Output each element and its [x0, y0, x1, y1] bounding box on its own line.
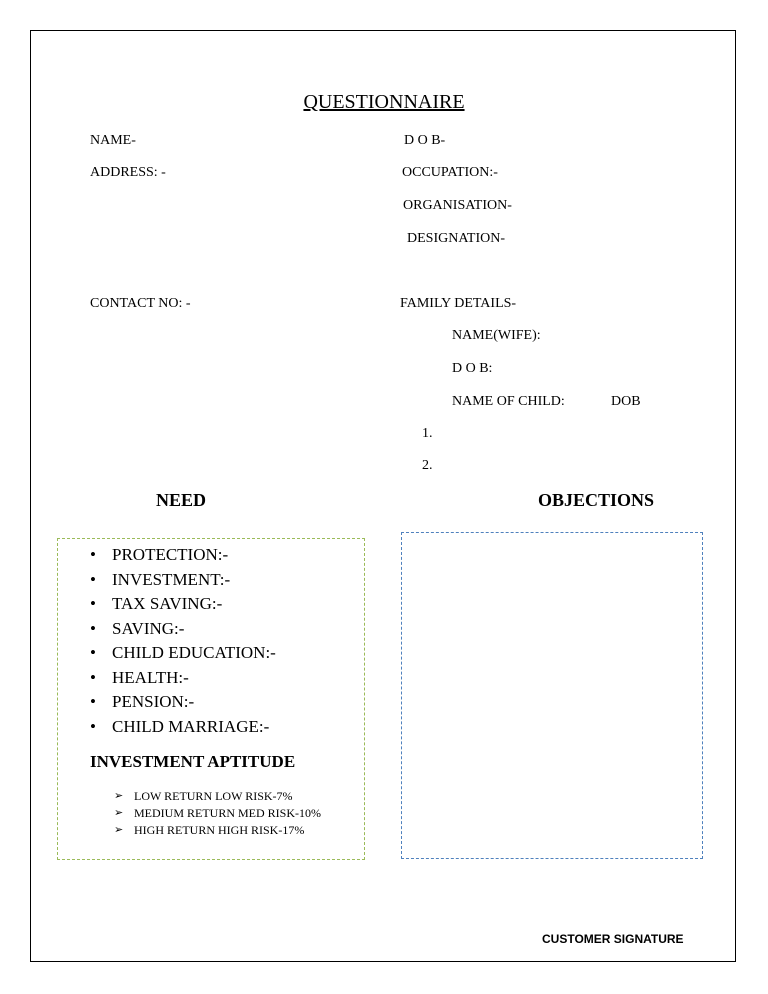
need-item-label: SAVING:-: [112, 618, 185, 638]
organisation-field-label: ORGANISATION-: [403, 198, 512, 213]
need-item-label: INVESTMENT:-: [112, 569, 231, 589]
occupation-field-label: OCCUPATION:-: [402, 165, 498, 180]
investment-options-list: [114, 788, 321, 839]
arrow-bullet-icon: ➢: [114, 790, 124, 802]
list-item: [114, 788, 321, 805]
need-item-label: HEALTH:-: [112, 667, 189, 687]
list-item: [90, 619, 276, 644]
child-dob-label: DOB: [611, 394, 641, 409]
wife-name-label: NAME(WIFE):: [452, 328, 541, 343]
child-row-number: 2.: [422, 458, 433, 473]
list-item: [114, 822, 321, 839]
bullet-icon: •: [90, 643, 96, 662]
need-item-label: PROTECTION:-: [112, 545, 229, 564]
bullet-icon: •: [90, 618, 96, 638]
investment-option-label: MEDIUM RETURN MED RISK-10%: [134, 806, 321, 820]
name-field-label: NAME-: [90, 133, 136, 148]
need-item-label: CHILD MARRIAGE:-: [112, 716, 270, 736]
customer-signature-label: CUSTOMER SIGNATURE: [542, 932, 684, 946]
address-field-label: ADDRESS: -: [90, 165, 166, 180]
list-item: [90, 545, 276, 570]
objections-heading: OBJECTIONS: [538, 490, 655, 510]
family-details-heading: FAMILY DETAILS-: [400, 296, 517, 311]
dob-field-label: D O B-: [404, 133, 446, 148]
list-item: [90, 717, 276, 742]
investment-option-label: LOW RETURN LOW RISK-7%: [134, 789, 293, 803]
bullet-icon: •: [90, 716, 96, 736]
arrow-bullet-icon: ➢: [114, 824, 124, 836]
bullet-icon: •: [90, 594, 96, 613]
wife-dob-label: D O B:: [452, 361, 493, 376]
list-item: [90, 594, 276, 619]
bullet-icon: •: [90, 692, 96, 711]
page-title: QUESTIONNAIRE: [303, 91, 465, 113]
list-item: [114, 805, 321, 822]
contact-field-label: CONTACT NO: -: [90, 296, 191, 311]
investment-aptitude-heading: INVESTMENT APTITUDE: [90, 752, 296, 771]
designation-field-label: DESIGNATION-: [407, 231, 505, 246]
need-item-label: CHILD EDUCATION:-: [112, 643, 276, 662]
need-list: [90, 545, 276, 741]
bullet-icon: •: [90, 667, 96, 687]
objections-box: [401, 532, 703, 859]
list-item: [90, 692, 276, 717]
investment-option-label: HIGH RETURN HIGH RISK-17%: [134, 823, 305, 837]
need-heading: NEED: [156, 490, 207, 510]
list-item: [90, 570, 276, 595]
need-item-label: TAX SAVING:-: [112, 594, 223, 613]
arrow-bullet-icon: ➢: [114, 807, 124, 819]
list-item: [90, 668, 276, 693]
child-row-number: 1.: [422, 426, 433, 441]
bullet-icon: •: [90, 569, 96, 589]
need-item-label: PENSION:-: [112, 692, 195, 711]
list-item: [90, 643, 276, 668]
bullet-icon: •: [90, 545, 96, 564]
child-name-label: NAME OF CHILD:: [452, 394, 565, 409]
